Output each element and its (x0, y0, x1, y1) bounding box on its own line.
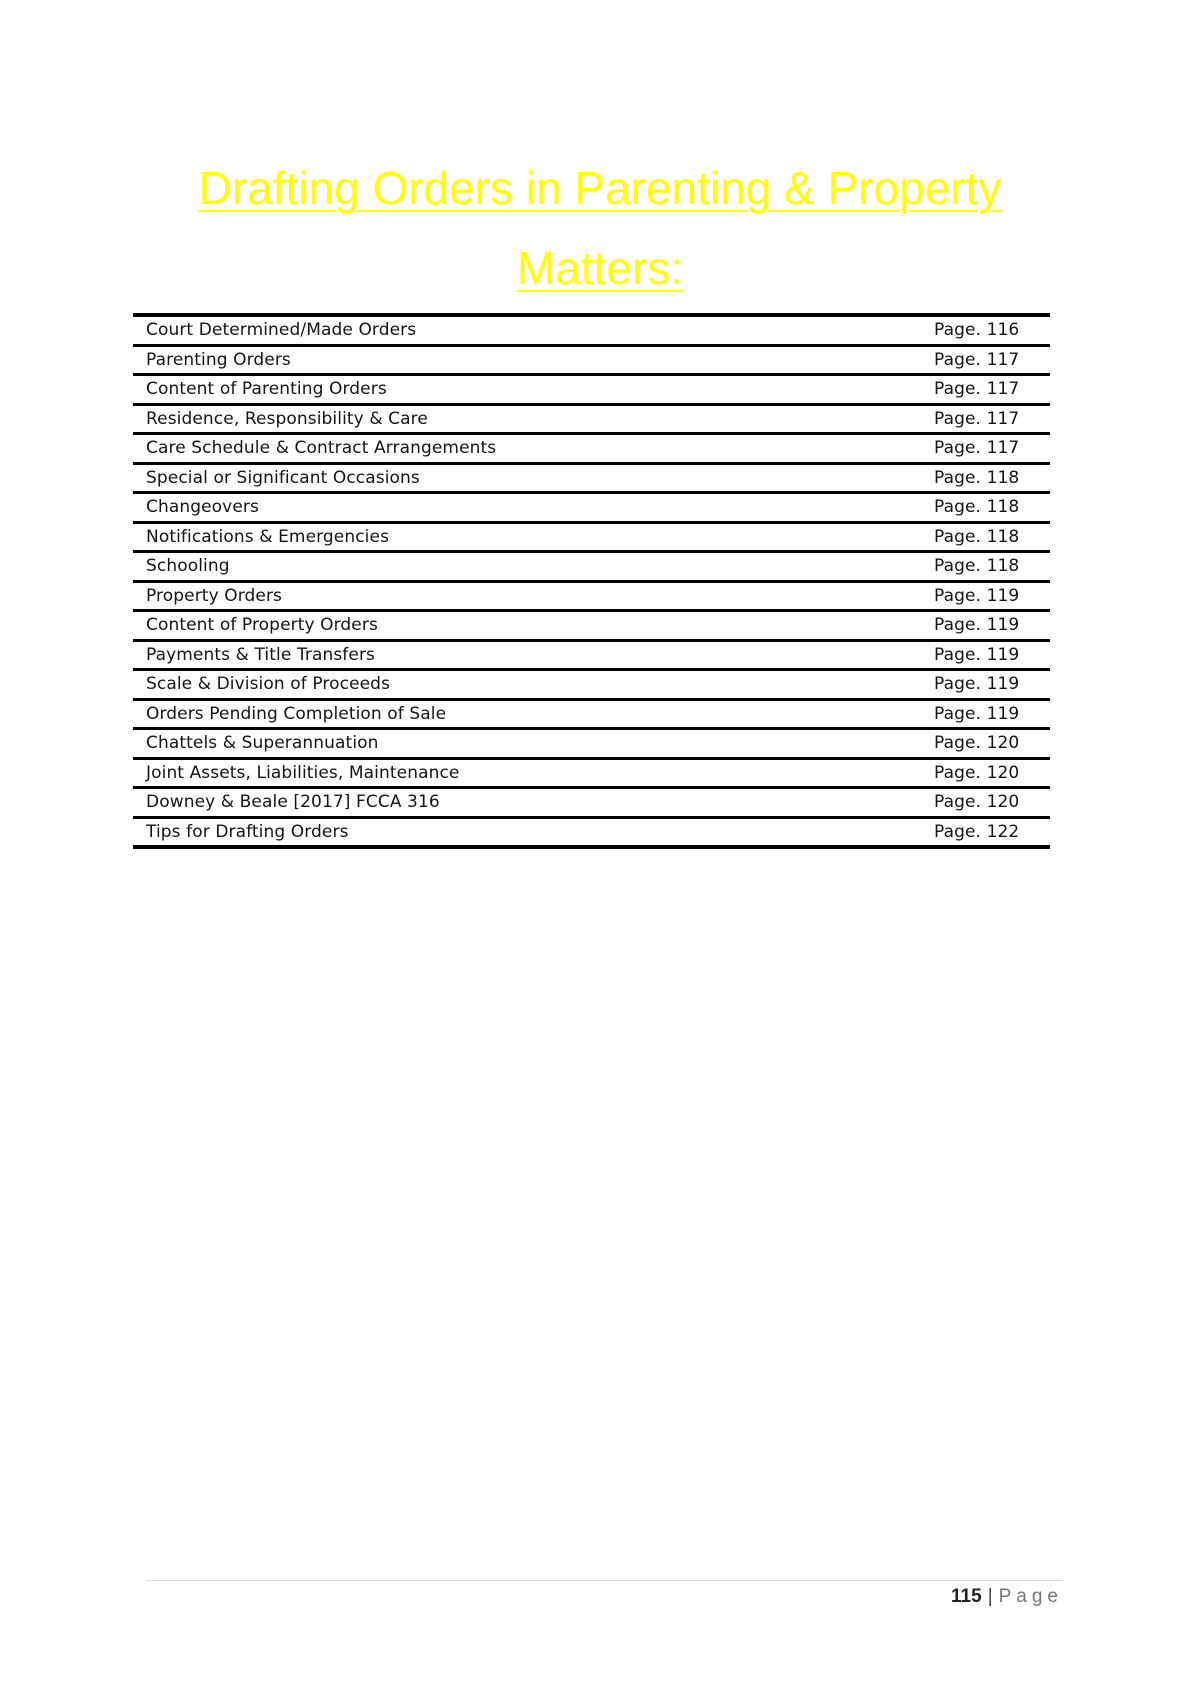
page-label: Page (998, 1586, 1063, 1607)
toc-entry-page: Page. 122 (934, 821, 1020, 842)
toc-entry-label: Schooling (146, 556, 230, 577)
toc-entry-label: Special or Significant Occasions (146, 467, 420, 488)
toc-entry-label: Payments & Title Transfers (146, 644, 375, 665)
toc-entry-label: Tips for Drafting Orders (146, 821, 349, 842)
toc-row (133, 435, 1050, 465)
toc-row (133, 583, 1050, 613)
toc-row (133, 612, 1050, 642)
toc-row (133, 347, 1050, 377)
toc-entry-label: Content of Property Orders (146, 615, 378, 636)
toc-entry-page: Page. 119 (934, 644, 1020, 665)
toc-entry-page: Page. 118 (934, 556, 1020, 577)
toc-row (133, 642, 1050, 672)
toc-entry-page: Page. 117 (934, 408, 1020, 429)
toc-entry-label: Content of Parenting Orders (146, 379, 387, 400)
document-title (0, 148, 1200, 308)
toc-entry-page: Page. 117 (934, 438, 1020, 459)
toc-row (133, 789, 1050, 819)
toc-entry-label: Parenting Orders (146, 349, 291, 370)
toc-row (133, 317, 1050, 347)
toc-entry-label: Property Orders (146, 585, 283, 606)
toc-row (133, 760, 1050, 790)
toc-row (133, 465, 1050, 495)
toc-entry-page: Page. 118 (934, 467, 1020, 488)
toc-entry-label: Notifications & Emergencies (146, 526, 390, 547)
toc-entry-page: Page. 118 (934, 497, 1020, 518)
table-of-contents (133, 313, 1050, 849)
toc-row (133, 671, 1050, 701)
toc-entry-label: Residence, Responsibility & Care (146, 408, 428, 429)
page-number: 115 (951, 1586, 982, 1607)
toc-entry-page: Page. 119 (934, 703, 1020, 724)
toc-entry-label: Scale & Division of Proceeds (146, 674, 391, 695)
toc-entry-page: Page. 117 (934, 379, 1020, 400)
toc-entry-label: Orders Pending Completion of Sale (146, 703, 447, 724)
toc-row (133, 730, 1050, 760)
toc-row (133, 701, 1050, 731)
toc-entry-label: Care Schedule & Contract Arrangements (146, 438, 497, 459)
toc-entry-page: Page. 119 (934, 585, 1020, 606)
toc-entry-page: Page. 118 (934, 526, 1020, 547)
page-footer (951, 1586, 1063, 1608)
document-title-line-2: Matters: (516, 242, 684, 294)
toc-row (133, 494, 1050, 524)
toc-entry-page: Page. 120 (934, 733, 1020, 754)
footer-separator: | (987, 1586, 993, 1607)
toc-entry-page: Page. 119 (934, 615, 1020, 636)
toc-row (133, 819, 1050, 850)
toc-entry-page: Page. 120 (934, 762, 1020, 783)
toc-entry-label: Joint Assets, Liabilities, Maintenance (146, 762, 460, 783)
toc-entry-label: Downey & Beale [2017] FCCA 316 (146, 792, 440, 813)
document-title-line-1: Drafting Orders in Parenting & Property (198, 162, 1002, 214)
footer-divider (146, 1580, 1063, 1581)
toc-row (133, 524, 1050, 554)
toc-entry-page: Page. 119 (934, 674, 1020, 695)
toc-row (133, 553, 1050, 583)
toc-entry-label: Court Determined/Made Orders (146, 320, 417, 341)
toc-entry-page: Page. 117 (934, 349, 1020, 370)
toc-row (133, 376, 1050, 406)
toc-entry-page: Page. 120 (934, 792, 1020, 813)
toc-entry-page: Page. 116 (934, 320, 1020, 341)
toc-entry-label: Chattels & Superannuation (146, 733, 379, 754)
toc-entry-label: Changeovers (146, 497, 259, 518)
toc-row (133, 406, 1050, 436)
